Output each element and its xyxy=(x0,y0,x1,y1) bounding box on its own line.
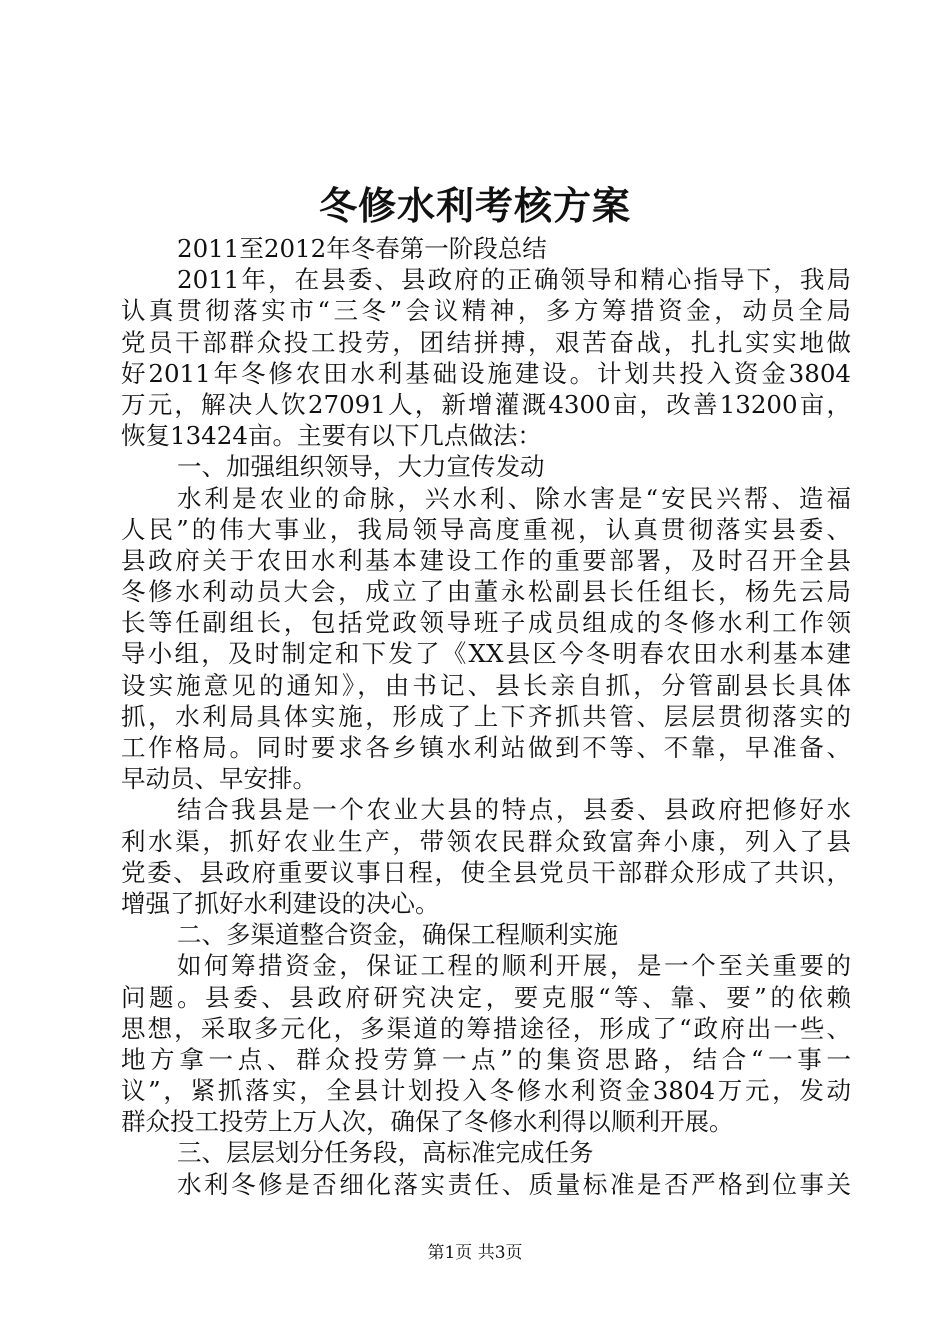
paragraph-line: 抓，水利局具体实施，形成了上下齐抓共管、层层贯彻落实的 xyxy=(121,701,851,731)
paragraph-line: 设实施意见的通知》，由书记、县长亲自抓，分管副县长具体 xyxy=(121,670,851,700)
paragraph-line: 利水渠，抓好农业生产，带领农民群众致富奔小康，列入了县 xyxy=(121,826,851,856)
section-heading: 一、加强组织领导，大力宣传发动 xyxy=(177,452,545,482)
paragraph-line: 冬修水利动员大会，成立了由董永松副县长任组长，杨先云局 xyxy=(121,577,851,607)
paragraph-line: 党员干部群众投工投劳，团结拼搏，艰苦奋战，扎扎实实地做 xyxy=(121,327,851,357)
paragraph-line: 地方拿一点、群众投劳算一点”的集资思路，结合“一事一 xyxy=(121,1044,851,1074)
page-number-footer: 第1页 共3页 xyxy=(427,1243,523,1263)
paragraph-line: 如何筹措资金，保证工程的顺利开展，是一个至关重要的 xyxy=(177,951,851,981)
paragraph-line: 增强了抓好水利建设的决心。 xyxy=(121,888,440,918)
paragraph-line: 问题。县委、县政府研究决定，要克服“等、靠、要”的依赖 xyxy=(121,982,851,1012)
section-heading: 三、层层划分任务段，高标准完成任务 xyxy=(177,1138,594,1168)
section-heading: 二、多渠道整合资金，确保工程顺利实施 xyxy=(177,920,618,950)
paragraph-line: 万元，解决人饮27091人，新增灌溉4300亩，改善13200亩， xyxy=(121,389,851,419)
section-heading: 2011至2012年冬春第一阶段总结 xyxy=(177,234,547,263)
paragraph-line: 党委、县政府重要议事日程，使全县党员干部群众形成了共识， xyxy=(121,857,851,887)
paragraph-line: 结合我县是一个农业大县的特点，县委、县政府把修好水 xyxy=(177,795,851,825)
paragraph-line: 早动员、早安排。 xyxy=(121,764,317,794)
document-body xyxy=(121,233,851,1200)
paragraph-line: 工作格局。同时要求各乡镇水利站做到不等、不靠，早准备、 xyxy=(121,733,851,762)
paragraph-line: 水利是农业的命脉，兴水利、除水害是“安民兴帮、造福 xyxy=(177,483,851,513)
paragraph-line: 议”，紧抓落实，全县计划投入冬修水利资金3804万元，发动 xyxy=(121,1076,851,1106)
paragraph-line: 长等任副组长，包括党政领导班子成员组成的冬修水利工作领 xyxy=(121,608,851,638)
document-title: 冬修水利考核方案 xyxy=(318,183,631,228)
paragraph-line: 恢复13424亩。主要有以下几点做法： xyxy=(121,421,542,451)
paragraph-line: 人民”的伟大事业，我局领导高度重视，认真贯彻落实县委、 xyxy=(121,514,851,544)
paragraph-line: 群众投工投劳上万人次，确保了冬修水利得以顺利开展。 xyxy=(121,1107,734,1137)
paragraph-line: 县政府关于农田水利基本建设工作的重要部署，及时召开全县 xyxy=(121,545,851,575)
paragraph-line: 水利冬修是否细化落实责任、质量标准是否严格到位事关 xyxy=(177,1169,851,1199)
paragraph-line: 2011年，在县委、县政府的正确领导和精心指导下，我局 xyxy=(177,265,851,295)
paragraph-line: 认真贯彻落实市“三冬”会议精神，多方筹措资金，动员全局 xyxy=(121,296,851,326)
paragraph-line: 导小组，及时制定和下发了《XX县区今冬明春农田水利基本建 xyxy=(121,639,851,669)
paragraph-line: 思想，采取多元化，多渠道的筹措途径，形成了“政府出一些、 xyxy=(121,1013,851,1043)
paragraph-line: 好2011年冬修农田水利基础设施建设。计划共投入资金3804 xyxy=(121,358,851,388)
